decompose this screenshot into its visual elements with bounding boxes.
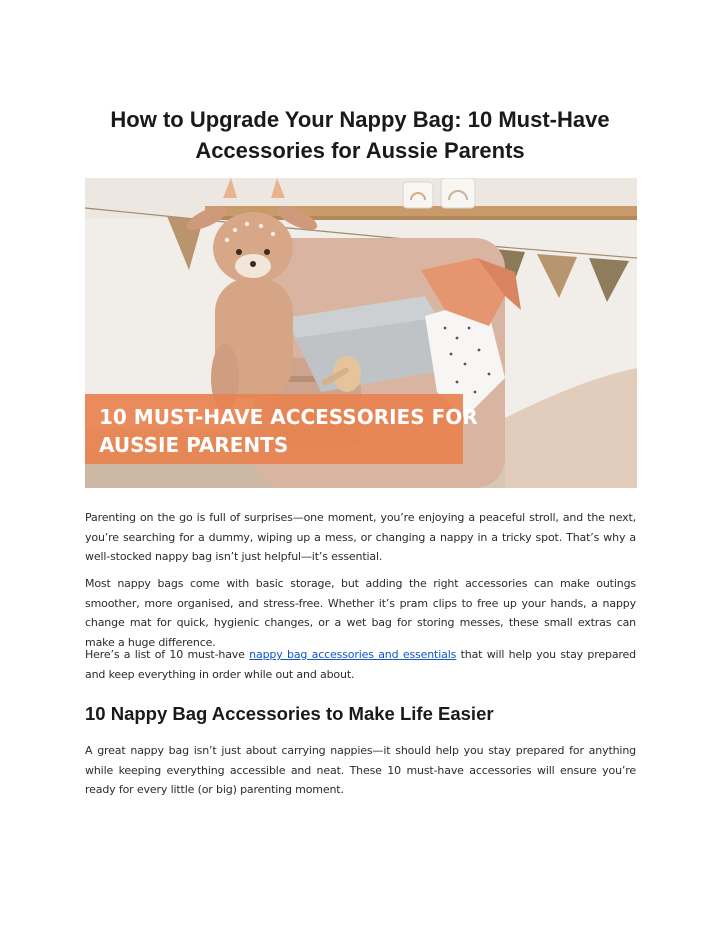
list-intro-text-before: Here’s a list of 10 must-have	[85, 648, 250, 661]
list-intro-paragraph	[85, 645, 636, 684]
accessories-link[interactable]: nappy bag accessories and essentials	[249, 648, 457, 661]
hero-overlay-line2: AUSSIE PARENTS	[99, 433, 289, 457]
list-intro-text-after: that will help you stay prepared and keep everything in order while out and about.	[85, 648, 637, 681]
section-heading: 10 Nappy Bag Accessories to Make Life Easier	[85, 703, 494, 724]
hero-image	[85, 178, 637, 488]
page-title: How to Upgrade Your Nappy Bag: 10 Must-Have Accessories for Aussie Parents	[110, 107, 610, 163]
intro-paragraph: Parenting on the go is full of surprises—one moment, you’re enjoying a peaceful stroll, and the next, you’re searching for a dummy, wiping up a mess, or changing a nappy in a tricky spot. That’s why a well-stocked nappy bag isn’t just helpful—it’s essential.	[85, 511, 636, 563]
section-paragraph: A great nappy bag isn’t just about carrying nappies—it should help you stay prepared for anything while keeping everything accessible and neat. These 10 must-have accessories will ensure you’re ready for every little (or big) parenting moment.	[85, 744, 636, 796]
hero-overlay-line1: 10 MUST-HAVE ACCESSORIES FOR	[99, 405, 478, 429]
storage-paragraph: Most nappy bags come with basic storage, but adding the right accessories can make outings smoother, more organised, and stress-free. Whether it’s pram clips to free up your hands, a nappy change mat for quick, hygienic changes, or a wet bag for storing messes, these small extras can make a huge difference.	[85, 577, 636, 649]
